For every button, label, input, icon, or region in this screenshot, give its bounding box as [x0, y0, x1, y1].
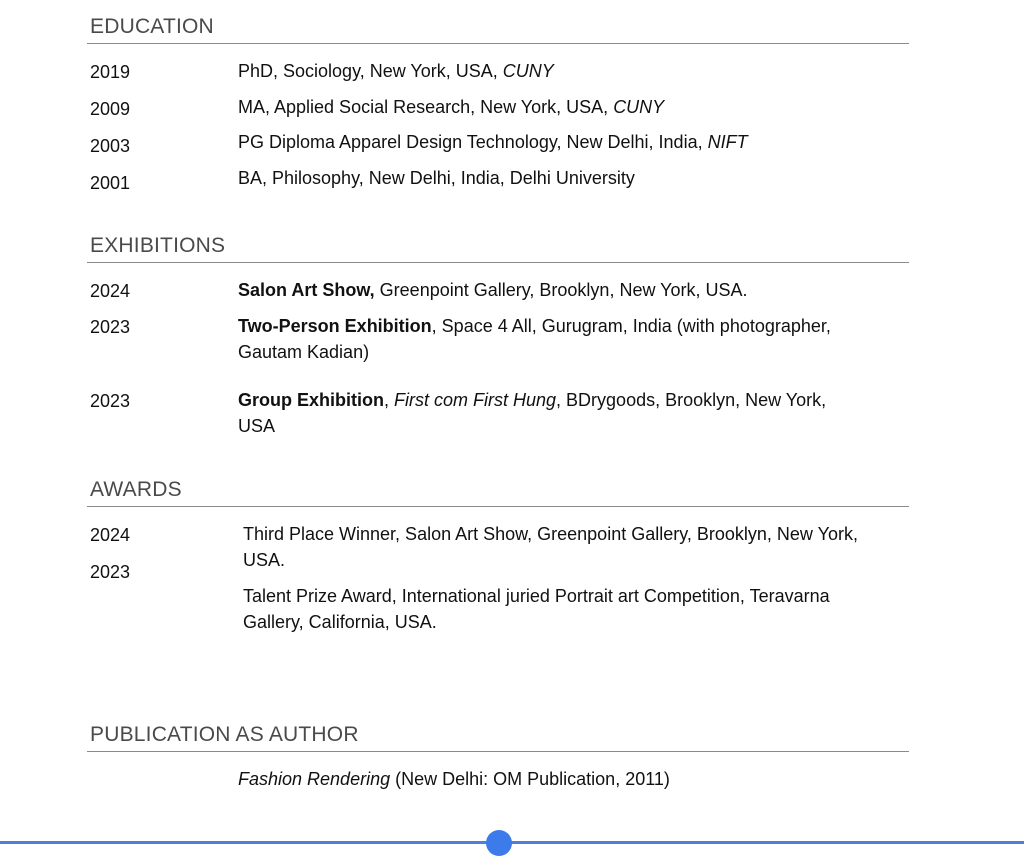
education-year: 2003 — [90, 136, 131, 156]
education-institution: CUNY — [613, 97, 665, 117]
exhibition-entry — [238, 313, 838, 365]
exhibition-details: , Space 4 All, Gurugram, India (with photographer, Gautam Kadian) — [238, 316, 831, 362]
section-heading-publication: PUBLICATION AS AUTHOR — [90, 723, 359, 746]
exhibition-details: Greenpoint Gallery, Brooklyn, New York, USA. — [374, 280, 748, 300]
education-year: 2001 — [90, 173, 131, 193]
publication-details: (New Delhi: OM Publication, 2011) — [390, 769, 670, 789]
education-entry — [238, 129, 748, 155]
section-heading-awards: AWARDS — [90, 478, 182, 501]
exhibition-entry — [238, 277, 838, 303]
education-degree: MA, Applied Social Research, New York, USA, — [238, 97, 614, 117]
exhibition-title: Salon Art Show, — [238, 280, 375, 300]
education-degree: PhD, Sociology, New York, USA, — [238, 61, 503, 81]
section-heading-education: EDUCATION — [90, 15, 214, 38]
section-divider — [87, 506, 909, 507]
award-entry: Third Place Winner, Salon Art Show, Greenpoint Gallery, Brooklyn, New York, USA. — [243, 524, 858, 570]
education-degree: PG Diploma Apparel Design Technology, New Delhi, India, — [238, 132, 708, 152]
exhibition-separator: , — [384, 390, 395, 410]
education-year: 2019 — [90, 62, 131, 82]
exhibition-year: 2023 — [90, 391, 131, 411]
exhibition-title: Group Exhibition — [238, 390, 384, 410]
publication-entry — [238, 766, 670, 792]
exhibition-details: , BDrygoods, Brooklyn, New York, USA — [238, 390, 827, 436]
education-degree: BA, Philosophy, New Delhi, India, Delhi University — [238, 168, 635, 188]
publication-title: Fashion Rendering — [238, 769, 391, 789]
education-entry — [238, 94, 664, 120]
exhibition-title: Two-Person Exhibition — [238, 316, 432, 336]
section-divider — [87, 43, 909, 44]
scroll-track[interactable] — [0, 841, 1024, 844]
education-year: 2009 — [90, 99, 131, 119]
section-heading-exhibitions: EXHIBITIONS — [90, 234, 226, 257]
section-divider — [87, 751, 909, 752]
scroll-thumb[interactable] — [486, 830, 512, 856]
award-year: 2023 — [90, 562, 131, 582]
education-institution: NIFT — [707, 132, 748, 152]
exhibition-entry — [238, 387, 838, 439]
education-entry — [238, 165, 635, 191]
award-year: 2024 — [90, 525, 131, 545]
award-entry: Talent Prize Award, International juried Portrait art Competition, Teravarna Gallery, California, USA. — [243, 586, 830, 632]
exhibition-year: 2023 — [90, 317, 131, 337]
exhibition-subtitle: First com First Hung — [394, 390, 557, 410]
education-entry — [238, 58, 554, 84]
education-institution: CUNY — [502, 61, 554, 81]
exhibition-year: 2024 — [90, 281, 131, 301]
section-divider — [87, 262, 909, 263]
